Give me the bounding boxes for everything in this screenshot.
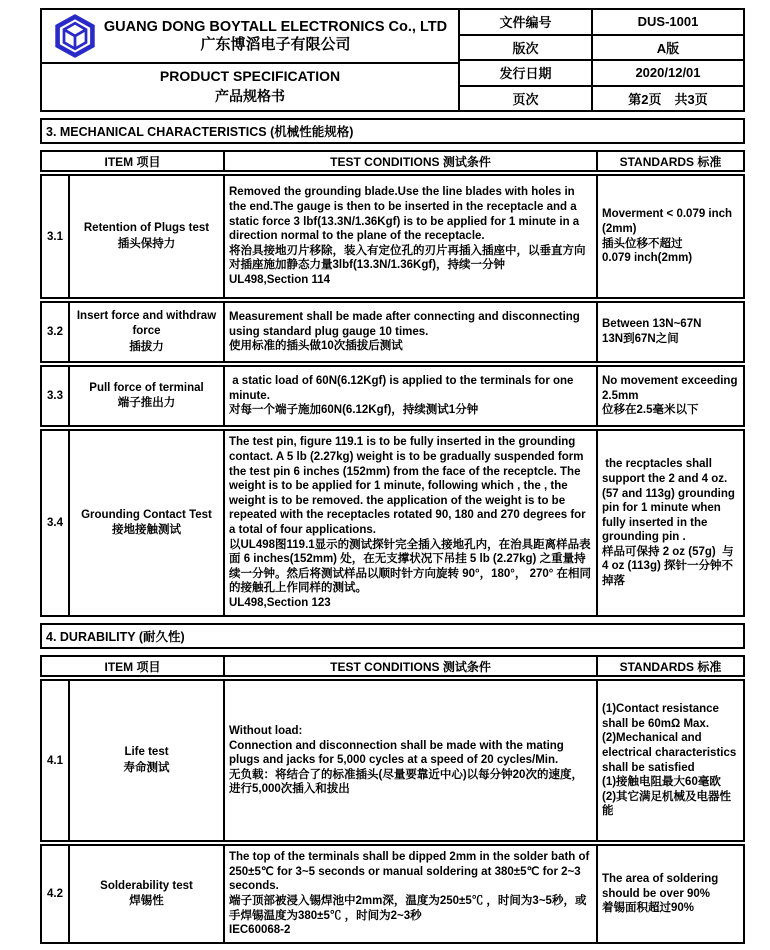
item-cell: [70, 174, 225, 299]
doc-info-label: 页次: [460, 87, 591, 111]
test-condition-line: Connection and disconnection shall be made with the mating plugs and jacks for 5,000 cycles at a speed of 20 cycles/Min.: [229, 739, 568, 767]
column-header: ITEM 项目: [40, 655, 225, 677]
standard-line: 插头位移不超过: [602, 237, 683, 250]
table-header-row: [40, 150, 745, 172]
doc-issue-date-value: 2020/12/01: [593, 61, 743, 85]
column-header: STANDARDS 标准: [598, 150, 745, 172]
item-cell: [70, 844, 225, 944]
test-condition-line: 无负载：将结合了的标准插头(尽量要靠近中心)以每分钟20次的速度，进行5,000次插入和拔出: [229, 768, 583, 796]
company-names: [104, 18, 447, 55]
doc-revision-value: A版: [593, 36, 743, 60]
test-condition-line: 使用标准的插头做10次插拔后测试: [229, 340, 403, 353]
table-row: [40, 844, 745, 944]
doc-title-en: PRODUCT SPECIFICATION: [159, 68, 341, 85]
test-condition-line: The test pin, figure 119.1 is to be fully inserted in the grounding contact. A 5 lb (2.27kg) weight is to be gradually suspended form the test pin 6 inches (152mm) from the face of the receptcle. The weight is to be applied for 1 minute, following which , the , the weight is to be removed. the application of the weight is to be repeated with the receptacles rotated 90, 180 and 270 degrees for a total of four applications.: [229, 436, 589, 536]
standards-cell: [598, 844, 745, 944]
table-row: [40, 301, 745, 363]
spec-table: [40, 150, 745, 617]
item-name-cn: 端子推出力: [117, 397, 176, 409]
standards-cell: [598, 429, 745, 617]
section-title: 4. DURABILITY (耐久性): [40, 623, 745, 649]
row-number-cell: 3.1: [40, 174, 70, 299]
test-conditions-cell: [225, 679, 598, 842]
item-name-en: Life test: [124, 746, 169, 759]
item-name-cn: 插头保持力: [117, 237, 176, 250]
standard-line: 0.079 inch(2mm): [602, 252, 693, 265]
item-name-en: Grounding Contact Test: [81, 508, 212, 521]
item-cell: [70, 365, 225, 427]
row-number-cell: 3.4: [40, 429, 70, 617]
standard-line: 13N到67N之间: [602, 333, 679, 345]
test-conditions-cell: [225, 844, 598, 944]
item-name-en: Retention of Plugs test: [83, 222, 210, 235]
column-header: TEST CONDITIONS 测试条件: [225, 655, 598, 677]
doc-info-label: 发行日期: [460, 61, 591, 85]
doc-number-value: DUS-1001: [593, 10, 743, 34]
row-number-cell: 4.1: [40, 679, 70, 842]
item-name-en: Insert force and withdraw force: [76, 310, 220, 338]
item-name-en: Pull force of terminal: [89, 381, 204, 394]
standard-line: (2)其它满足机械及电器性能: [602, 790, 732, 818]
standard-line: 样品可保持 2 oz (57g) 与 4 oz (113g) 探针一分钟不掉落: [602, 545, 737, 588]
table-row: [40, 679, 745, 842]
spec-sections: [40, 118, 745, 944]
item-name-cn: 接地接触测试: [112, 524, 181, 536]
test-condition-line: Measurement shall be made after connecting and disconnecting using standard plug gauge 10 times.: [229, 311, 584, 338]
standards-cell: [598, 365, 745, 427]
row-number-cell: 3.3: [40, 365, 70, 427]
company-logo-icon: [53, 14, 97, 58]
test-condition-line: Removed the grounding blade.Use the line blades with holes in the end.The gauge is then to be inserted in the receptacle and a static force 3 lbf(13.3N/1.36Kgf) is to be applied for 1 minute in a direction normal to the plane of the receptacle.: [229, 186, 583, 243]
standard-line: Moverment < 0.079 inch (2mm): [602, 208, 736, 235]
test-condition-line: Without load:: [229, 725, 303, 738]
column-header: ITEM 项目: [40, 150, 225, 172]
row-number-cell: 4.2: [40, 844, 70, 944]
doc-info-label: 文件编号: [460, 10, 591, 34]
doc-title-block: [42, 64, 458, 110]
test-conditions-cell: [225, 301, 598, 363]
doc-info-table: [458, 8, 745, 112]
test-condition-line: The top of the terminals shall be dipped 2mm in the solder bath of 250±5℃ for 3~5 seconds or manual soldering at 380±5℃ for 2~3 seconds.: [229, 851, 593, 893]
standard-line: (1)Contact resistance shall be 60mΩ Max.: [602, 703, 723, 730]
standards-cell: [598, 174, 745, 299]
standard-line: Between 13N~67N: [602, 318, 702, 331]
section-title: 3. MECHANICAL CHARACTERISTICS (机械性能规格): [40, 118, 745, 144]
item-cell: [70, 679, 225, 842]
item-cell: [70, 301, 225, 363]
standards-cell: [598, 301, 745, 363]
test-condition-line: IEC60068-2: [229, 924, 291, 937]
company-header-box: [40, 8, 460, 112]
standard-line: 着锡面积超过90%: [602, 902, 695, 915]
standard-line: No movement exceeding 2.5mm: [602, 375, 741, 402]
standard-line: the recptacles shall support the 2 and 4 oz.(57 and 113g) grounding pin for 1 minute when fully inserted in the grounding pin .: [602, 458, 739, 544]
test-condition-line: 端子顶部被浸入锡焊池中2mm深，温度为250±5℃ ，时间为3~5秒，或手焊锡温度为380±5℃ ，时间为2~3秒: [229, 895, 587, 922]
column-header: STANDARDS 标准: [598, 655, 745, 677]
doc-page-number-value: 第2页 共3页: [593, 87, 743, 111]
standard-line: The area of soldering should be over 90%: [602, 873, 722, 900]
test-condition-line: 以UL498图119.1显示的测试探针完全插入接地孔内，在治具距离样品表面 6 inches(152mm) 处，在无支撑状况下吊挂 5 lb (2.27kg) 之重量持续一分钟。然后将测试样品以顺时针方向旋转 90°，180°， 270° 在相同的接触孔上作同样的测试。: [229, 538, 592, 595]
company-name-en: GUANG DONG BOYTALL ELECTRONICS Co., LTD: [103, 18, 448, 35]
doc-title-cn: 产品规格书: [215, 88, 285, 104]
item-cell: [70, 429, 225, 617]
row-number-cell: 3.2: [40, 301, 70, 363]
company-name-cn: 广东博滔电子有限公司: [200, 35, 351, 53]
company-name-row: [42, 10, 458, 64]
test-condition-line: a static load of 60N(6.12Kgf) is applied to the terminals for one minute.: [229, 375, 577, 402]
item-name-cn: 焊锡性: [129, 895, 164, 907]
test-condition-line: UL498,Section 123: [229, 596, 331, 609]
item-name-en: Solderability test: [100, 879, 193, 892]
doc-info-label: 版次: [460, 36, 591, 60]
test-conditions-cell: [225, 429, 598, 617]
spec-table: [40, 655, 745, 944]
table-row: [40, 365, 745, 427]
test-condition-line: UL498,Section 114: [229, 273, 330, 286]
table-header-row: [40, 655, 745, 677]
test-condition-line: 对每一个端子施加60N(6.12Kgf)，持续测试1分钟: [229, 404, 479, 417]
standards-cell: [598, 679, 745, 842]
item-name-cn: 插拔力: [129, 340, 164, 353]
standard-line: (2)Mechanical and electrical characteristics shall be satisfied: [602, 732, 740, 774]
test-condition-line: 将治具接地刃片移除，装入有定位孔的刃片再插入插座中，以垂直方向对插座施加静态力量3lbf(13.3N/1.36Kgf)，持续一分钟: [229, 244, 586, 272]
test-conditions-cell: [225, 174, 598, 299]
table-row: [40, 174, 745, 299]
test-conditions-cell: [225, 365, 598, 427]
standard-line: (1)接触电阻最大60毫欧: [602, 776, 721, 789]
standard-line: 位移在2.5毫米以下: [602, 404, 699, 417]
table-row: [40, 429, 745, 617]
item-name-cn: 寿命测试: [123, 761, 170, 774]
column-header: TEST CONDITIONS 测试条件: [225, 150, 598, 172]
document-header: [40, 8, 745, 112]
